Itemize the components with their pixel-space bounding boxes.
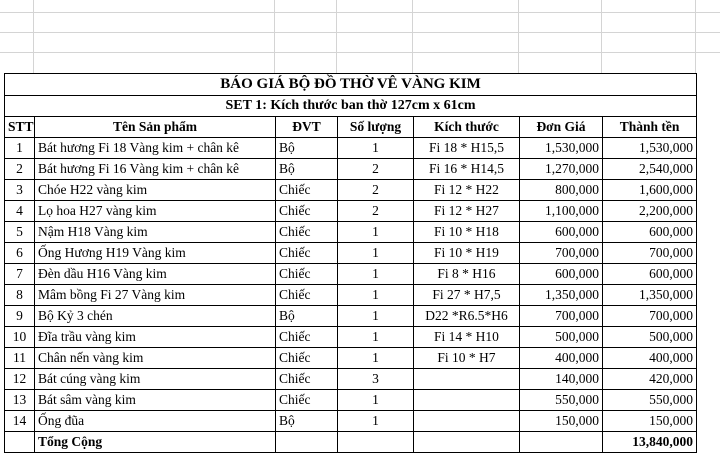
cell-product-name[interactable]: Ống Hương H19 Vàng kim [35,243,276,264]
cell-size[interactable]: Fi 18 * H15,5 [414,138,520,159]
table-row [5,285,697,306]
column-header-stt[interactable]: STT [5,117,35,138]
cell-price[interactable]: 600,000 [520,222,603,243]
cell-unit[interactable]: Chiếc [276,369,338,390]
cell-product-name[interactable]: Đĩa trầu vàng kim [35,327,276,348]
cell-total[interactable]: 600,000 [603,264,697,285]
cell-unit[interactable]: Chiếc [276,201,338,222]
cell-stt[interactable]: 1 [5,138,35,159]
cell-quantity[interactable]: 1 [338,138,414,159]
cell-total[interactable]: 1,600,000 [603,180,697,201]
total-value[interactable]: 13,840,000 [603,432,697,453]
table-row [5,264,697,285]
cell-price[interactable]: 700,000 [520,243,603,264]
cell-stt[interactable]: 5 [5,222,35,243]
cell-product-name[interactable]: Chân nến vàng kim [35,348,276,369]
cell-total-stt[interactable] [5,432,35,453]
cell-total[interactable]: 420,000 [603,369,697,390]
cell-total[interactable]: 2,540,000 [603,159,697,180]
table-row [5,201,697,222]
cell-product-name[interactable]: Chóe H22 vàng kim [35,180,276,201]
cell-product-name[interactable]: Đèn dầu H16 Vàng kim [35,264,276,285]
sheet-gridline [518,0,519,73]
cell-size[interactable]: Fi 12 * H22 [414,180,520,201]
cell-total[interactable]: 550,000 [603,390,697,411]
table-row [5,222,697,243]
cell-product-name[interactable]: Bát cúng vàng kim [35,369,276,390]
table-row [5,390,697,411]
table-row [5,369,697,390]
cell-total-quantity[interactable] [338,432,414,453]
cell-unit[interactable]: Chiếc [276,222,338,243]
cell-product-name[interactable]: Bát hương Fi 16 Vàng kim + chân kê [35,159,276,180]
cell-product-name[interactable]: Bát sâm vàng kim [35,390,276,411]
table-row [5,138,697,159]
cell-quantity[interactable]: 1 [338,222,414,243]
cell-total[interactable]: 2,200,000 [603,201,697,222]
sheet-gridline [274,0,275,73]
cell-total[interactable]: 150,000 [603,411,697,432]
cell-stt[interactable]: 6 [5,243,35,264]
table-row [5,327,697,348]
sheet-gridline [33,0,34,73]
sheet-gridline [412,0,413,73]
cell-size[interactable] [414,390,520,411]
cell-stt[interactable]: 14 [5,411,35,432]
cell-total[interactable]: 700,000 [603,306,697,327]
cell-unit[interactable]: Chiếc [276,327,338,348]
cell-product-name[interactable]: Mâm bồng Fi 27 Vàng kim [35,285,276,306]
cell-price[interactable]: 140,000 [520,369,603,390]
cell-unit[interactable]: Bộ [276,159,338,180]
sheet-gridline [0,32,720,33]
subtitle-row [5,96,697,117]
cell-stt[interactable]: 2 [5,159,35,180]
cell-size[interactable]: D22 *R6.5*H6 [414,306,520,327]
quote-subtitle[interactable]: SET 1: Kích thước ban thờ 127cm x 61cm [5,96,697,117]
cell-quantity[interactable]: 1 [338,411,414,432]
cell-stt[interactable]: 9 [5,306,35,327]
cell-size[interactable]: Fi 8 * H16 [414,264,520,285]
cell-total[interactable]: 700,000 [603,243,697,264]
cell-size[interactable]: Fi 27 * H7,5 [414,285,520,306]
cell-size[interactable]: Fi 10 * H7 [414,348,520,369]
cell-price[interactable]: 800,000 [520,180,603,201]
cell-size[interactable] [414,369,520,390]
sheet-gridline [0,52,720,53]
cell-quantity[interactable]: 1 [338,243,414,264]
cell-quantity[interactable]: 3 [338,369,414,390]
sheet-gridline [601,0,602,73]
cell-unit[interactable]: Bộ [276,306,338,327]
column-header-quantity[interactable]: Số lượng [338,117,414,138]
cell-quantity[interactable]: 1 [338,306,414,327]
cell-product-name[interactable]: Ống đũa [35,411,276,432]
cell-stt[interactable]: 7 [5,264,35,285]
cell-product-name[interactable]: Bộ Kỷ 3 chén [35,306,276,327]
column-header-total[interactable]: Thành tền [603,117,697,138]
cell-price[interactable]: 600,000 [520,264,603,285]
cell-price[interactable]: 700,000 [520,306,603,327]
cell-total[interactable]: 1,530,000 [603,138,697,159]
cell-stt[interactable]: 8 [5,285,35,306]
table-row [5,243,697,264]
cell-size[interactable]: Fi 10 * H18 [414,222,520,243]
cell-price[interactable]: 550,000 [520,390,603,411]
cell-unit[interactable]: Chiếc [276,348,338,369]
quote-title[interactable]: BÁO GIÁ BỘ ĐỒ THỜ VÊ VÀNG KIM [5,74,697,96]
cell-price[interactable]: 500,000 [520,327,603,348]
table-row [5,306,697,327]
total-row [5,432,697,453]
cell-total-price[interactable] [520,432,603,453]
sheet-gridline [0,12,720,13]
cell-quantity[interactable]: 2 [338,180,414,201]
cell-quantity[interactable]: 1 [338,285,414,306]
cell-unit[interactable]: Chiếc [276,264,338,285]
cell-size[interactable]: Fi 14 * H10 [414,327,520,348]
cell-price[interactable]: 1,270,000 [520,159,603,180]
title-row [5,74,697,96]
cell-unit[interactable]: Chiếc [276,285,338,306]
cell-unit[interactable]: Chiếc [276,180,338,201]
cell-total[interactable]: 600,000 [603,222,697,243]
total-label[interactable]: Tổng Cộng [35,432,276,453]
cell-quantity[interactable]: 1 [338,348,414,369]
column-header-unit[interactable]: ĐVT [276,117,338,138]
cell-size[interactable]: Fi 16 * H14,5 [414,159,520,180]
cell-total-unit[interactable] [276,432,338,453]
cell-size[interactable] [414,411,520,432]
cell-product-name[interactable]: Lọ hoa H27 vàng kim [35,201,276,222]
cell-unit[interactable]: Chiếc [276,243,338,264]
cell-quantity[interactable]: 1 [338,264,414,285]
cell-unit[interactable]: Bộ [276,138,338,159]
table-row [5,159,697,180]
cell-price[interactable]: 1,100,000 [520,201,603,222]
header-row [5,117,697,138]
cell-price[interactable]: 150,000 [520,411,603,432]
table-row [5,411,697,432]
column-header-product[interactable]: Tên Sản phẩm [35,117,276,138]
cell-unit[interactable]: Bộ [276,411,338,432]
column-header-price[interactable]: Đơn Giá [520,117,603,138]
spreadsheet [4,73,720,453]
cell-price[interactable]: 1,350,000 [520,285,603,306]
cell-price[interactable]: 1,530,000 [520,138,603,159]
sheet-gridline [695,0,696,73]
cell-unit[interactable]: Chiếc [276,390,338,411]
cell-quantity[interactable]: 1 [338,327,414,348]
cell-product-name[interactable]: Bát hương Fi 18 Vàng kim + chân kê [35,138,276,159]
cell-size[interactable]: Fi 12 * H27 [414,201,520,222]
cell-quantity[interactable]: 2 [338,201,414,222]
cell-total-size[interactable] [414,432,520,453]
table-row [5,180,697,201]
cell-total[interactable]: 1,350,000 [603,285,697,306]
cell-stt[interactable]: 3 [5,180,35,201]
cell-product-name[interactable]: Nậm H18 Vàng kim [35,222,276,243]
column-header-size[interactable]: Kích thước [414,117,520,138]
cell-stt[interactable]: 4 [5,201,35,222]
quote-table [4,73,697,453]
cell-total[interactable]: 400,000 [603,348,697,369]
cell-quantity[interactable]: 2 [338,159,414,180]
cell-quantity[interactable]: 1 [338,390,414,411]
cell-total[interactable]: 500,000 [603,327,697,348]
cell-price[interactable]: 400,000 [520,348,603,369]
table-row [5,348,697,369]
cell-size[interactable]: Fi 10 * H19 [414,243,520,264]
sheet-gridline [336,0,337,73]
cell-stt[interactable]: 11 [5,348,35,369]
cell-stt[interactable]: 12 [5,369,35,390]
cell-stt[interactable]: 13 [5,390,35,411]
cell-stt[interactable]: 10 [5,327,35,348]
